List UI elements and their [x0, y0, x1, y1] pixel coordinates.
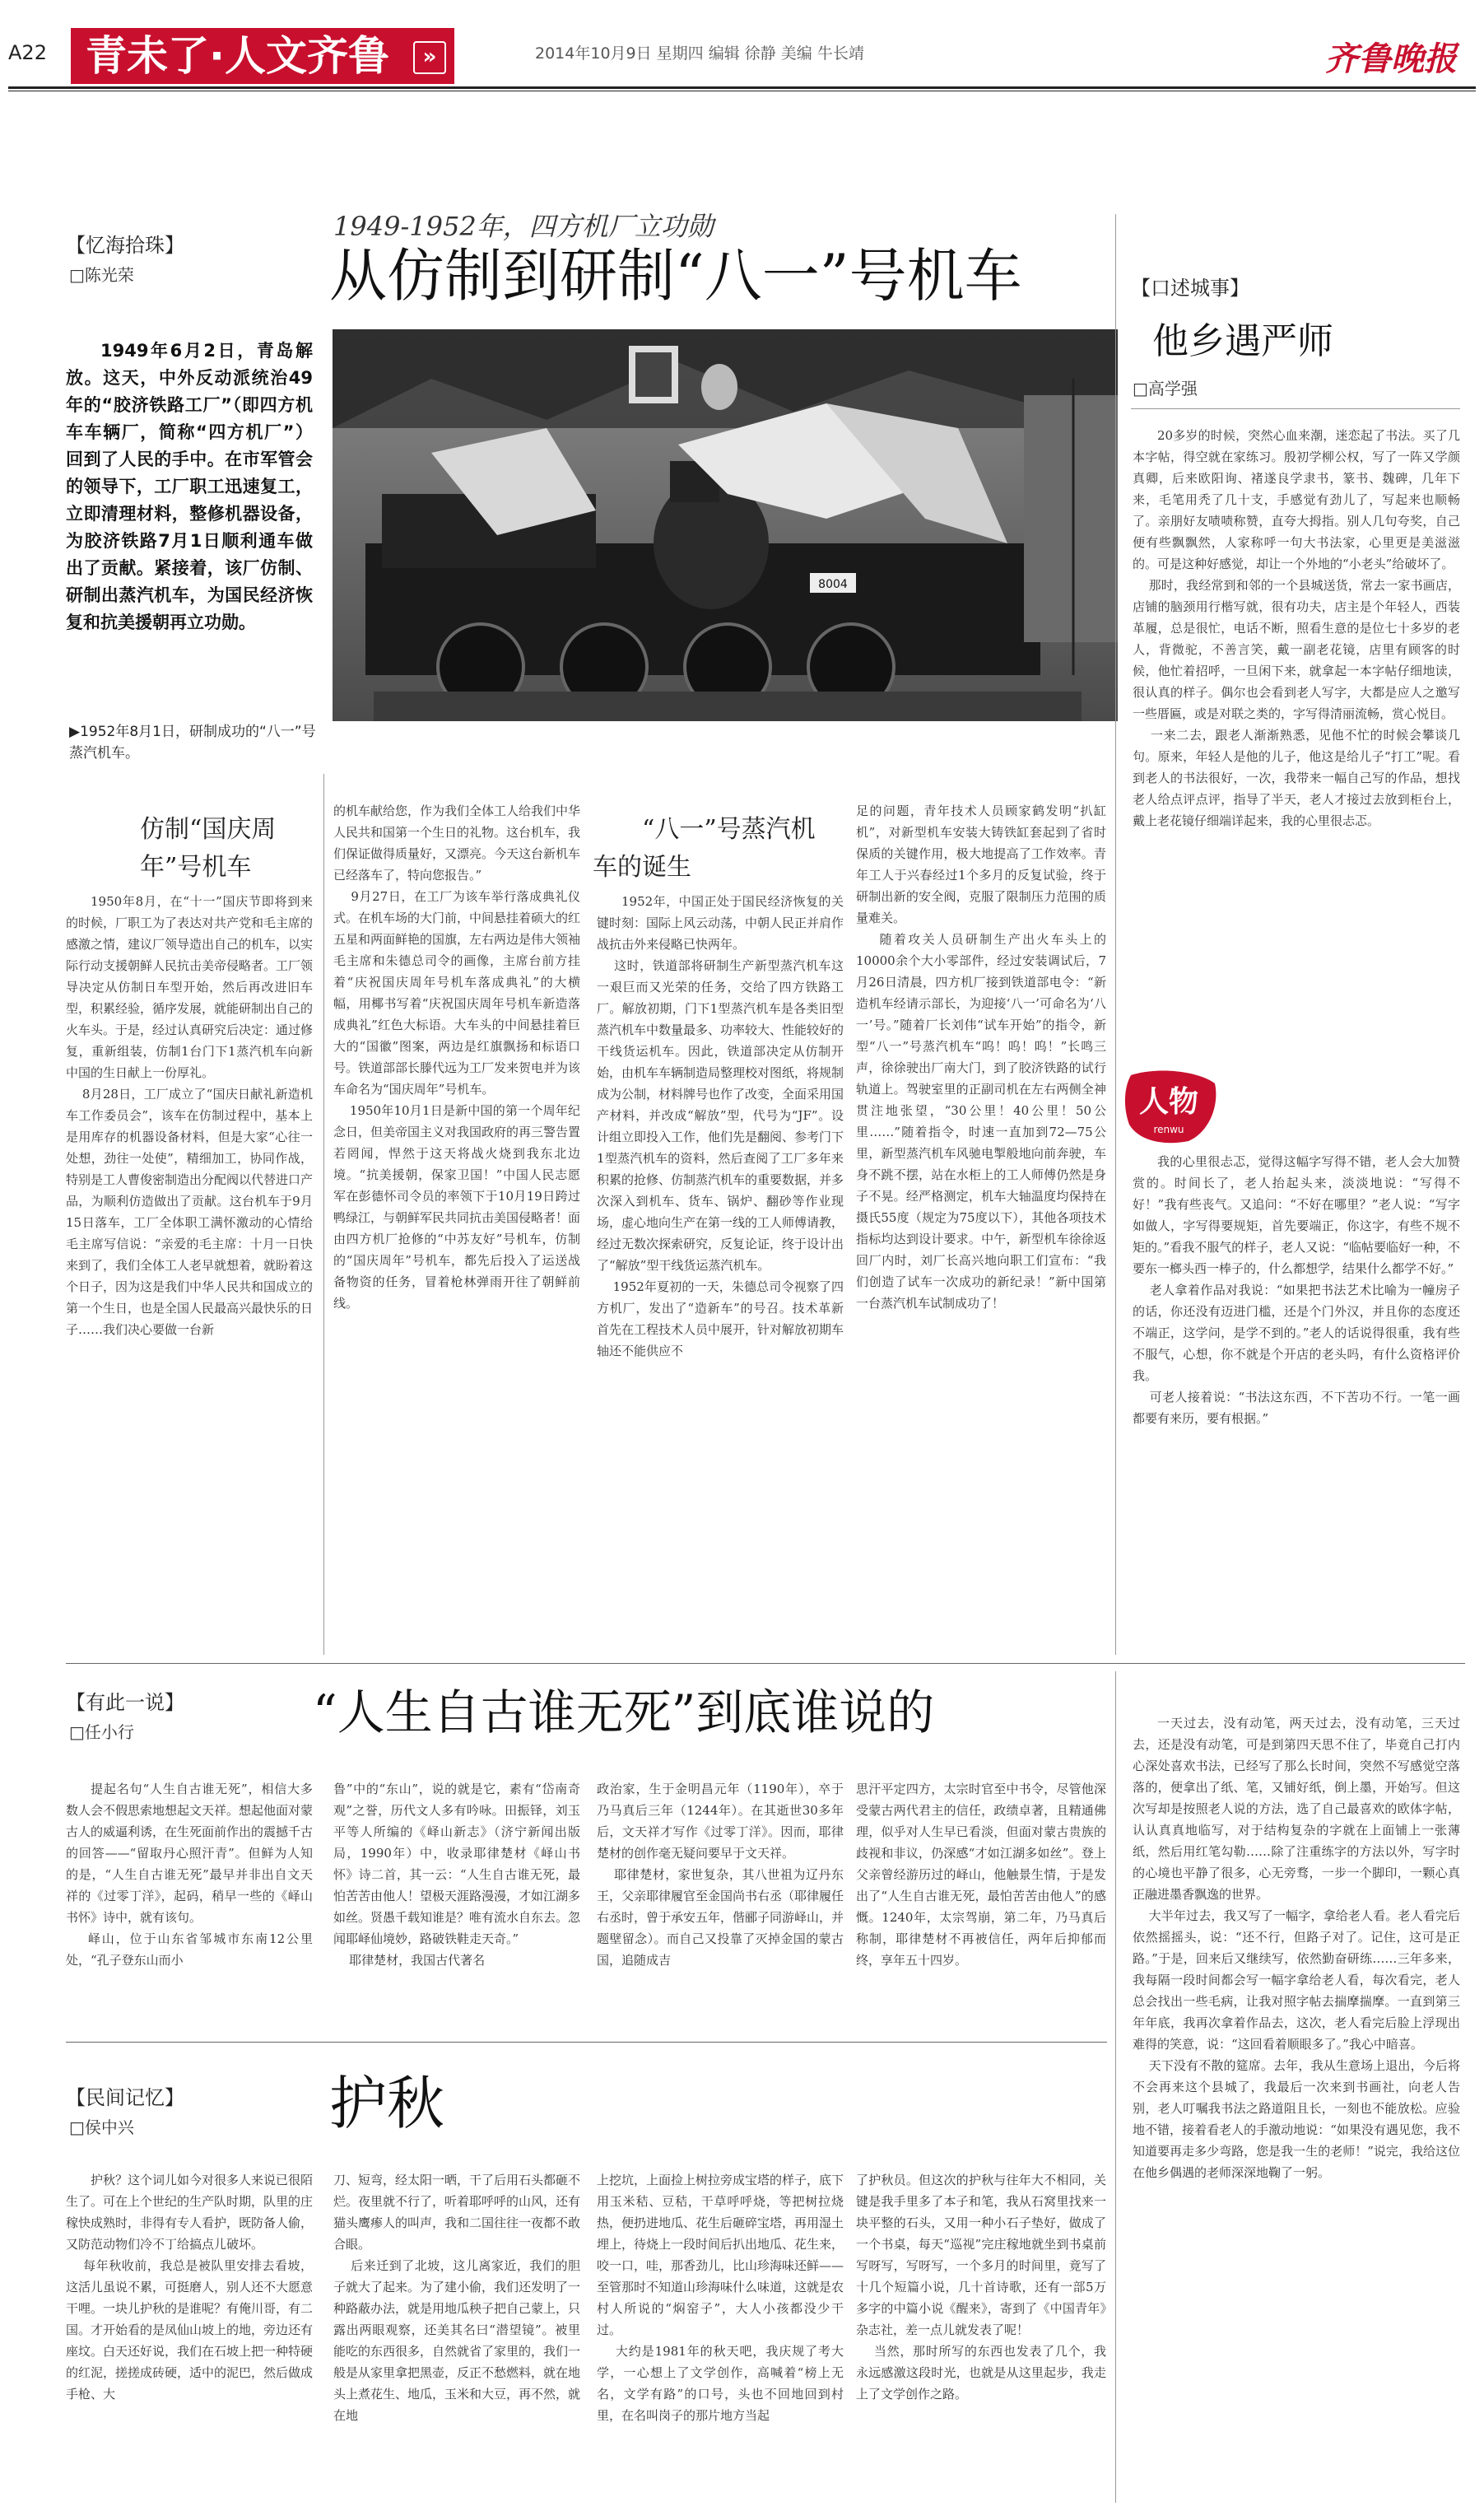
article1-byline: □陈光荣	[69, 265, 134, 285]
article1-headline: 从仿制到研制“八一”号机车	[329, 242, 1022, 310]
article2-byline: □高学强	[1133, 379, 1198, 398]
article3-byline: □任小行	[69, 1722, 134, 1742]
article1-col-1: 1950年8月，在“十一”国庆节即将到来的时候，厂职工为了表达对共产党和毛主席的感激之情，建议厂领导造出自己的机车，以实际行动支援朝鲜人民抗击美帝侵略者。工厂领导决定从仿制日车型开始，然后再改进旧车型，积累经验，循序发展，就能研制出自己的火车头。于是，经过认真研究后决定：通过修复，重新组装，仿制1台门下1蒸汽机车向新中国的生日献上一份厚礼。 8月28日，工厂成立了“国庆日献礼新造机车工作委员会”，该车在仿制过程中，基本上是用库存的机器设备材料，但是大家“心往一处想，劲往一处使”，精细加工，协同作战，特别是工人曹俊密制造出分配阀以代替进口产品，为顺利仿造做出了贡献。这台机车于9月15日落车，工厂全体职工满怀激动的心情给毛主席写信说：“亲爱的毛主席：十月一日快来到了，我们全体工人老早就想着，就盼着这个日子，因为这是我们中华人民共和国成立的第一个生日，也是全国人民最高兴最快乐的日子……我们决心要做一台新	[66, 894, 313, 1337]
article3-col-4: 思汗平定四方，太宗时官至中书令，尽管他深受蒙古两代君主的信任，政绩卓著，且精通佛理，似乎对人生早已看淡，但面对蒙古贵族的歧视和非议，仍深感“才如江湖多如丝”。登上父亲曾经游历过的峄山，他触景生情，于是发出了“人生自古谁无死，最怕苦苦由他人”的感慨。1240年，太宗驾崩，第二年，乃马真后称制，耶律楚材不再被信任，两年后抑郁而终，享年五十四岁。	[856, 1782, 1106, 1968]
article1-subhead-1: 仿制“国庆周年”号机车	[140, 815, 277, 882]
article2-col-a-wrap	[1228, 1070, 1460, 1148]
article1-col-2: 的机车献给您，作为我们全体工人给我们中华人民共和国第一个生日的礼物。这台机车，我们保证做得质量好，又漂亮。今天这台新机车已经落车了，特向您报告。” 9月27日，在工厂为该车举行落成典礼仪式。在机车场的大门前，中间悬挂着硕大的红五星和两面鲜艳的国旗，左右两边是伟大领袖毛主席和朱德总司令的画像，主席台前方挂着“庆祝国庆周年号机车落成典礼”的大横幅，用椰书写着“庆祝国庆周年号机车新造落成典礼”红色大标语。大车头的中间悬挂着巨大的“国徽”图案，两边是红旗飘扬和标语口号。铁道部部长滕代远为工厂发来贺电并为该车命名为“国庆周年”号机车。 1950年10月1日是新中国的第一个周年纪念日，但美帝国主义对我国政府的再三警告置若罔闻，悍然于这天将战火烧到我东北边境。“抗美援朝，保家卫国！”中国人民志愿军在彭德怀司令员的率领下于10月19日跨过鸭绿江，与朝鲜军民共同抗击美国侵略者！面由四方机厂抢修的“中苏友好”号机车，仿制的“国庆周年”号机车，都先后投入了运送战备物资的任务，冒着枪林弹雨开往了朝鲜前线。	[333, 804, 580, 1311]
column-divider	[1115, 214, 1116, 1655]
renwu-logo-subtext: renwu	[1153, 1124, 1184, 1135]
article2-column-tag: 【口述城事】	[1131, 277, 1249, 300]
column-divider	[1115, 1671, 1116, 2503]
locomotive-photo-illustration	[333, 329, 1118, 721]
article1-column-tag: 【忆海拾珠】	[66, 234, 184, 257]
section-title: 青未了·人文齐鲁	[86, 32, 389, 80]
article3-col-3: 政治家，生于金明昌元年（1190年），卒于乃马真后三年（1244年）。在其逝世30多年后，文天祥才写作《过零丁洋》。因而，耶律楚材的创作毫无疑问要早于文天祥。 耶律楚材，家世复杂，其八世祖为辽丹东王，父亲耶律履官至金国尚书右丞（耶律履任右丞时，曾于承安五年，偕郦子同游峄山，并题壁留念）。而自己又投靠了灭掉金国的蒙古国，追随成吉	[597, 1782, 844, 1968]
article4-column-tag: 【民间记忆】	[66, 2086, 184, 2109]
article2-headline: 他乡遇严师	[1152, 320, 1333, 362]
article2-col-b: 我的心里很忐忑，觉得这幅字写得不错，老人会大加赞赏的。时间长了，老人抬起头来，淡淡地说：“写得不好！”我有些丧气。又追问：“不好在哪里？”老人说：“写字如做人，字写得要规矩，首先要端正，你这字，有些不规不矩的。”看我不服气的样子，老人又说：“临帖要临好一种，不要东一榔头西一棒子的，什么都想学，结果什么都学不好。” 老人拿着作品对我说：“如果把书法艺术比喻为一幢房子的话，你还没有迈进门槛，还是个门外汉，并且你的态度还不端正，这学问，是学不到的。”老人的话说得很重，我有些不服气，心想，你不就是个开店的老头吗，有什么资格评价我。 可老人接着说：“书法这东西，不下苦功不行。一笔一画都要有来历，要有根据。”	[1133, 1154, 1460, 1426]
renwu-logo	[1123, 1067, 1221, 1146]
header-rule	[8, 86, 1476, 89]
article1-intro: 1949年6月2日，青岛解放。这天，中外反动派统治49年的“胶济铁路工厂”（即四方机车车辆厂，简称“四方机厂”）回到了人民的手中。在市军管会的领导下，工厂职工迅速复工，立即清理材料，整修机器设备，为胶济铁路7月1日顺利通车做出了贡献。紧接着，该厂仿制、研制出蒸汽机车，为国民经济恢复和抗美援朝再立功勋。	[66, 341, 313, 632]
article2-col-c: 一天过去，没有动笔，两天过去，没有动笔，三天过去，还是没有动笔，可是到第四天思不住了，毕竟自己打内心深处喜欢书法，已经写了那么长时间，突然不写感觉空落落的，便拿出了纸、笔，又铺好纸，倒上墨，开始写。但这次写却是按照老人说的方法，选了自己最喜欢的欧体字帖，认认真真地临写，对于结构复杂的字就在上面铺上一张薄纸，然后用红笔勾勒……除了注重练字的方法以外，写字时的心境也平静了很多，心无旁骛，一步一个脚印，一颗心真正融进墨香飘逸的世界。 大半年过去，我又写了一幅字，拿给老人看。老人看完后依然摇摇头，说：“还不行，但路子对了。记住，这可是正路。”于是，回来后又继续写，依然勤奋研练……三年多来，我每隔一段时间都会写一幅字拿给老人看，每次看完，老人总会找出一些毛病，让我对照字帖去揣摩揣摩。一直到第三年年底，我再次拿着作品去，这次，老人看完后脸上浮现出难得的笑意，说：“这回看着顺眼多了。”我心中暗喜。 天下没有不散的筵席。去年，我从生意场上退出，今后将不会再来这个县城了，我最后一次来到书画社，向老人告别，老人叮嘱我书法之路道阻且长，一刻也不能放松。应验地不错，接着看老人的手激动地说：“如果没有遇见您，我不知道要再走多少弯路，您是我一生的老师！”说完，我给这位在他乡偶遇的老师深深地鞠了一躬。	[1133, 1716, 1460, 2180]
article2-col-a: 20多岁的时候，突然心血来潮，迷恋起了书法。买了几本字帖，得空就在家练习。殷初学柳公权，写了一阵又学颜真卿，后来欧阳询、褚遂良学隶书，篆书、魏碑，几年下来，毛笔用秃了几十支，手感觉有劲儿了，写起来也顺畅了。亲朋好友啧啧称赞，直夸大拇指。别人几句夸奖，自己便有些飘飘然，人家称呼一句大书法家，心里更是美滋滋的。可是这种好感觉，却让一个外地的“小老头”给破坏了。 那时，我经常到和邻的一个县城送货，常去一家书画店，店铺的脑颈用行楷写就，很有功夫，店主是个年轻人，西装革履，总是很忙，电话不断，照看生意的是位七十多岁的老人，背微驼，不善言笑，戴一副老花镜，店里有顾客的时候，他忙着招呼，一旦闲下来，就拿起一本字帖仔细地读，很认真的样子。偶尔也会看到老人写字，大都是应人之邀写一些厝匾，或是对联之类的，字写得清丽流畅，赏心悦目。 一来二去，跟老人渐渐熟悉，见他不忙的时候会攀谈几句。原来，年轻人是他的儿子，他这是给儿子“打工”呢。看到老人的书法很好，一次，我带来一幅自己写的作品，想找老人给点评点评，指导了半天，老人才接过去放到柜台上，戴上老花镜仔细端详起来，我的心里很忐忑。	[1133, 428, 1460, 828]
section-rule	[66, 2042, 1107, 2043]
article4-headline: 护秋	[329, 2070, 444, 2137]
newspaper-logo: 齐鲁晚报	[1325, 40, 1457, 78]
article4-col-4: 了护秋员。但这次的护秋与往年大不相同，关键是我手里多了本子和笔，我从石窝里找来一块平整的石头，又用一种小石子垫好，做成了一个书桌，每天“巡视”完庄稼地就坐到书桌前写呀写，写呀写，一个多月的时间里，竟写了十几个短篇小说，几十首诗歌，还有一部5万多字的中篇小说《醒来》，寄到了《中国青年》杂志社，差一点儿就发表了呢！ 当然，那时所写的东西也发表了几个，我永远感激这段时光，也就是从这里起步，我走上了文学创作之路。	[856, 2173, 1106, 2402]
renwu-logo-text: 人物	[1138, 1084, 1199, 1119]
column-divider	[323, 774, 324, 1655]
article4-col-2: 刀、短弯，经太阳一晒，干了后用石头都砸不烂。夜里就不行了，听着耶呼呼的山风，还有猫头鹰瘆人的叫声，我和二国往往一夜都不敢合眼。 后来迁到了北坡，这儿离家近，我们的胆子就大了起来。为了建小偷，我们还发明了一种路蔽办法，就是用地瓜秧子把自己蒙上，只露出两眼观察，还美其名曰“潜望镜”。被里能吃的东西很多，自然就省了家里的，我们一般是从家里拿把黑壶，反正不愁燃料，就在地头上煮花生、地瓜，玉米和大豆，再不然，就在地	[333, 2173, 580, 2423]
article1-col-3: 1952年，中国正处于国民经济恢复的关键时刻：国际上风云动荡，中朝人民正并肩作战抗击外来侵略已快两年。 这时，铁道部将研制生产新型蒸汽机车这一艰巨而又光荣的任务，交给了四方铁路工厂。解放初期，门下1型蒸汽机车是各类旧型蒸汽机车中数量最多、功率较大、性能较好的干线货运机车。因此，铁道部决定从仿制开始，由机车车辆制造局整理校对图纸，将规制成为公制，材料牌号也作了改变，全面采用国产材料，并改成“解放”型，代号为“JF”。设计组立即投入工作，他们先是翻阅、参考门下1型蒸汽机车的资料，然后查阅了工厂多年来积累的抢修、仿制蒸汽机车的重要数据，并多次深入到机车、货车、锅炉、翻砂等作业现场，虚心地向生产在第一线的工人师傅请教，经过无数次探索研究，反复论证，终于设计出了“解放”型干线货运蒸汽机车。 1952年夏初的一天，朱德总司令视察了四方机厂，发出了“造新车”的号召。技术革新首先在工程技术人员中展开，针对解放初期车轴还不能供应不	[597, 894, 844, 1358]
locomotive-photo	[333, 329, 1118, 721]
date-line: 2014年10月9日 星期四 编辑 徐静 美编 牛长靖	[535, 44, 864, 63]
locomotive-number-plate: 8004	[818, 578, 848, 591]
section-banner	[71, 28, 454, 84]
article3-headline: “人生自古谁无死”到底谁说的	[313, 1684, 935, 1740]
double-chevron-right-icon: »	[413, 41, 446, 74]
red-brush-splash-icon	[1123, 1067, 1221, 1146]
article1-subhead-2: “八一”号蒸汽机车的诞生	[593, 815, 816, 882]
article1-photo-caption: ▶1952年8月1日，研制成功的“八一”号蒸汽机车。	[69, 724, 316, 762]
article1-col-4: 足的问题，青年技术人员顾家鹤发明“扒缸机”，对新型机车安装大铸铁缸套起到了省时保质的关键作用，极大地提高了工作效率。青年工人于兴春经过1个多月的反复试验，终于研制出新的安全阀，克服了限制压力范围的质量难关。 随着攻关人员研制生产出火车头上的10000余个大小零部件，经过安装调试后，7月26日清晨，四方机厂接到铁道部电令：“新造机车经请示部长，为迎接‘八一’可命名为‘八一’号。”随着厂长刘伟“试车开始”的指令，新型“八一”号蒸汽机车“呜！呜！呜！”长鸣三声，徐徐驶出厂南大门，到了胶济铁路的试行轨道上。驾驶室里的正副司机在左右两侧全神贯注地张望，“30公里！40公里！50公里……”随着指令，时速一直加到72—75公里，新型蒸汽机车风驰电掣般地向前奔驶，车身不跳不摆，站在水柜上的工人师傅仍然是身子不晃。经严格测定，机车大轴温度均保持在摄氏55度（规定为75度以下），其他各项技术指标均达到设计要求。中午，新型机车徐徐返回厂内时，刘厂长高兴地向职工们宣布：“我们创造了试车一次成功的新纪录！”新中国第一台蒸汽机车试制成功了！	[856, 804, 1106, 1311]
article4-col-1: 护秋？这个词儿如今对很多人来说已很陌生了。可在上个世纪的生产队时期，队里的庄稼快成熟时，非得有专人看护，既防备人偷，又防范动物们冷不丁给搞点儿破坏。 每年秋收前，我总是被队里安排去看坡，这活儿虽说不累，可挺磨人，别人还不大愿意干哩。一块儿护秋的是谁呢？有俺川哥，有二国。才开始看的是凤仙山坡上的地，旁边还有座坟。白天还好说，我们在石坡上把一种特硬的红泥，搓搓成砖硬，适中的泥巴，然后做成手枪、大	[66, 2173, 313, 2402]
article4-byline: □侯中兴	[69, 2117, 134, 2137]
article3-col-2: 鲁”中的“东山”，说的就是它，素有“岱南奇观”之誉，历代文人多有吟咏。田振铎，刘玉平等人所编的《峄山新志》（济宁新闻出版局，1990年）中，收录耶律楚材《峄山书怀》诗二首，其一云：“人生自古谁无死，最怕苦苦由他人！望极天涯路漫漫，才如江湖多如丝。贤愚千载知谁是？唯有流水自东去。忽闻耶峄仙境妙，路破铁鞋走天奇。” 耶律楚材，我国古代著名	[333, 1782, 580, 1968]
article3-col-1: 提起名句“人生自古谁无死”，相信大多数人会不假思索地想起文天祥。想起他面对蒙古人的威逼利诱，在生死面前作出的震撼千古的回答——“留取丹心照汗青”。但鲜为人知的是，“人生自古谁无死”最早并非出自文天祥的《过零丁洋》，起码，稍早一些的《峄山书怀》诗中，就有该句。 峄山，位于山东省邹城市东南12公里处，“孔子登东山而小	[66, 1782, 313, 1968]
page-number: A22	[8, 41, 47, 64]
section-rule	[66, 1663, 1465, 1664]
article4-col-3: 上挖坑，上面捡上树拉旁成宝塔的样子，底下用玉米秸、豆秸，干草呼呼烧，等把树拉烧热，便扔进地瓜、花生后砸碎宝塔，再用湿土埋上，待烧上一段时间后扒出地瓜、花生来，咬一口，哇，那香劲儿，比山珍海味还鲜——至管那时不知道山珍海味什么味道，这就是农村人所说的“焖窑子”，大人小孩都没少干过。 大约是1981年的秋天吧，我庆规了考大学，一心想上了文学创作，高喊着“榜上无名，文学有路”的口号，头也不回地回到村里，在名叫岗子的那片地方当起	[597, 2173, 844, 2423]
article2-rule	[1131, 408, 1460, 409]
article1-kicker: 1949-1952年，四方机厂立功勋	[333, 211, 714, 242]
article3-column-tag: 【有此一说】	[66, 1691, 184, 1714]
